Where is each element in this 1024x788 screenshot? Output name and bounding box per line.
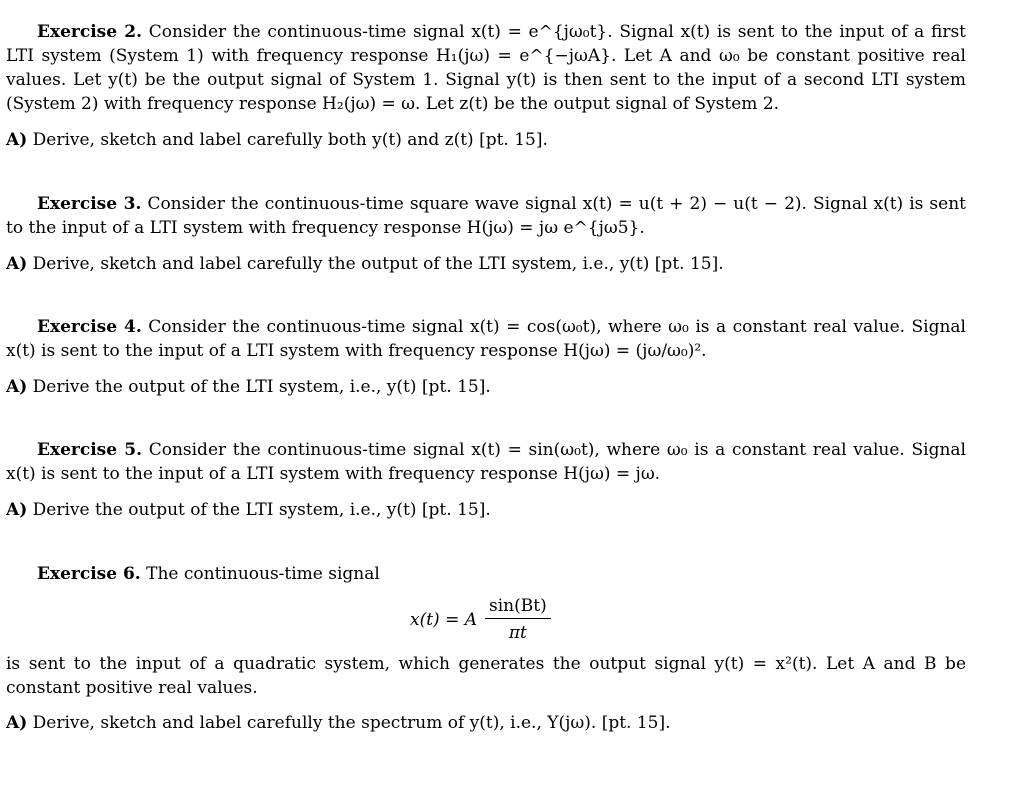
- exercise-4-task-label: A): [6, 377, 28, 397]
- exercise-3-heading: Exercise 3.: [37, 194, 142, 214]
- exercise-4-statement: [6, 315, 966, 363]
- exercise-2-statement: [6, 20, 966, 116]
- exercise-5-heading: Exercise 5.: [37, 440, 143, 460]
- exercise-6-task: [6, 711, 671, 735]
- exercise-3-statement: [6, 192, 966, 240]
- exercise-2-task: [6, 128, 548, 152]
- exercise-5-task-text: Derive the output of the LTI system, i.e., y(t) [pt. 15].: [32, 500, 491, 520]
- equation-lhs: x(t) = A: [410, 609, 478, 630]
- exercise-3-text: Consider the continuous-time square wave signal x(t) = u(t + 2) − u(t − 2). Signal x(t) is sent to the input of a LTI system with frequency response H(jω) = jω e^{jω5}.: [6, 194, 967, 238]
- exercise-2-text: Consider the continuous-time signal x(t) = e^{jω₀t}. Signal x(t) is sent to the input of a first LTI system (System 1) with frequency response H₁(jω) = e^{−jωA}. Let A and ω₀ be constant positive real values. Let y(t) be the output signal of System 1. Signal y(t) is then sent to the input of a second LTI system (System 2) with frequency response H₂(jω) = ω. Let z(t) be the output signal of System 2.: [6, 22, 967, 114]
- exercise-6-task-label: A): [6, 713, 28, 733]
- exercise-4-task: [6, 375, 491, 399]
- exercise-5-task: [6, 498, 491, 522]
- exercise-5-task-label: A): [6, 500, 28, 520]
- exercise-3-task: [6, 252, 724, 276]
- exercise-4-heading: Exercise 4.: [37, 317, 142, 337]
- exercise-3-task-text: Derive, sketch and label carefully the output of the LTI system, i.e., y(t) [pt. 15].: [32, 254, 724, 274]
- equation-denominator: πt: [508, 623, 527, 643]
- exercise-6-continuation: is sent to the input of a quadratic system, which generates the output signal y(t) = x²(t). Let A and B be constant positive real values.: [6, 654, 966, 698]
- exercise-6-text: The continuous-time signal: [146, 564, 380, 584]
- exercise-2-heading: Exercise 2.: [37, 22, 143, 42]
- exercise-2-task-label: A): [6, 130, 28, 150]
- exercise-4-text: Consider the continuous-time signal x(t) = cos(ω₀t), where ω₀ is a constant real value. Signal x(t) is sent to the input of a LTI system with frequency response H(jω) = (jω/ω₀)².: [6, 317, 966, 361]
- exercise-6-equation: [410, 594, 551, 645]
- equation-fraction: [485, 594, 551, 645]
- exercise-5-text: Consider the continuous-time signal x(t) = sin(ω₀t), where ω₀ is a constant real value. Signal x(t) is sent to the input of a LTI system with frequency response H(jω) = jω.: [6, 440, 966, 484]
- exercise-5-statement: [6, 438, 966, 486]
- exercise-4-task-text: Derive the output of the LTI system, i.e., y(t) [pt. 15].: [32, 377, 491, 397]
- exercise-6-task-text: Derive, sketch and label carefully the spectrum of y(t), i.e., Y(jω). [pt. 15].: [32, 713, 671, 733]
- exercise-2-task-text: Derive, sketch and label carefully both y(t) and z(t) [pt. 15].: [32, 130, 548, 150]
- exercise-3-task-label: A): [6, 254, 28, 274]
- exercise-6-statement: [6, 562, 966, 586]
- exercise-6-heading: Exercise 6.: [37, 564, 141, 584]
- equation-numerator: sin(Bt): [485, 594, 551, 619]
